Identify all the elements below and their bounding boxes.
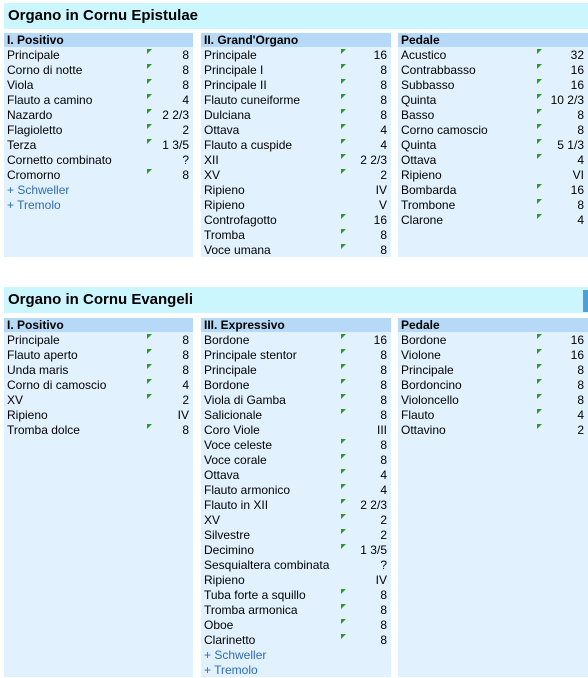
stop-cromorno[interactable] [4, 168, 193, 183]
stop-pitch: 8 [380, 63, 387, 77]
corner-flag-icon [341, 109, 346, 114]
stop-subbasso[interactable] [398, 78, 588, 93]
division-header: III. Expressivo [201, 318, 391, 332]
stop-name: Principale [204, 363, 257, 377]
stop-name: Ripieno [401, 168, 442, 182]
stop-name: Corno di camoscio [7, 378, 107, 392]
stop-pitch: 8 [380, 378, 387, 392]
stop-quinta[interactable] [398, 138, 588, 153]
stop-basso[interactable] [398, 108, 588, 123]
corner-flag-icon [537, 109, 542, 114]
corner-flag-icon [537, 424, 542, 429]
stop-name: Nazardo [7, 108, 53, 122]
corner-flag-icon [341, 589, 346, 594]
stop-ottavino[interactable] [398, 423, 588, 438]
stop-xv[interactable] [201, 168, 391, 183]
stop-name: Oboe [204, 618, 234, 632]
stop-bombarda[interactable] [398, 183, 588, 198]
stop-dulciana[interactable] [201, 108, 391, 123]
stop-flauto-armonico[interactable] [201, 483, 391, 498]
corner-flag-icon [341, 454, 346, 459]
stop-pitch: 8 [577, 363, 584, 377]
corner-flag-icon [341, 214, 346, 219]
corner-flag-icon [537, 409, 542, 414]
corner-flag-icon [341, 409, 346, 414]
stop-pitch: 8 [577, 108, 584, 122]
corner-flag-icon [537, 154, 542, 159]
stop-pitch: 2 2/3 [360, 153, 387, 167]
stop-pitch: 4 [577, 153, 584, 167]
stop-pitch: 8 [380, 243, 387, 257]
corner-flag-icon [341, 334, 346, 339]
stop-pitch: 4 [380, 483, 387, 497]
stop-corno-di-notte[interactable] [4, 63, 193, 78]
corner-flag-icon [341, 229, 346, 234]
stop-pitch: 8 [182, 48, 189, 62]
corner-flag-icon [341, 634, 346, 639]
stop-name: Ripieno [204, 198, 245, 212]
stop-ripieno[interactable] [201, 573, 391, 588]
stop-pitch: 2 [380, 513, 387, 527]
stop-tuba-forte-a-squillo[interactable] [201, 588, 391, 603]
stop-name: XV [204, 168, 221, 182]
corner-flag-icon [341, 169, 346, 174]
stop-name: Decimino [204, 543, 255, 557]
corner-flag-icon [537, 394, 542, 399]
stop-viola[interactable] [4, 78, 193, 93]
stop-pitch: 8 [577, 123, 584, 137]
corner-flag-icon [147, 109, 152, 114]
corner-flag-icon [341, 469, 346, 474]
stop-pitch: 16 [570, 333, 584, 347]
corner-flag-icon [341, 499, 346, 504]
stop-ottava[interactable] [201, 468, 391, 483]
stop-oboe[interactable] [201, 618, 391, 633]
stop-name: Subbasso [401, 78, 455, 92]
stop-name: Coro Viole [204, 423, 260, 437]
corner-flag-icon [537, 79, 542, 84]
stop-violone[interactable] [398, 348, 588, 363]
corner-flag-icon [537, 184, 542, 189]
stop-tromba[interactable] [201, 228, 391, 243]
corner-flag-icon [147, 424, 152, 429]
division-positivo-epistulae [4, 33, 193, 257]
stop-pitch: 16 [570, 183, 584, 197]
stop-principale-i[interactable] [201, 63, 391, 78]
corner-flag-icon [341, 439, 346, 444]
organ-title-text: Organo in Cornu Epistulae [8, 7, 199, 24]
stop-pitch: ? [380, 558, 387, 572]
corner-flag-icon [341, 244, 346, 249]
division-pedale-epistulae [398, 33, 588, 257]
stop-name: Controfagotto [204, 213, 277, 227]
corner-flag-icon [147, 79, 152, 84]
stop-name: Quinta [401, 138, 437, 152]
stop-name: Corno di notte [7, 63, 83, 77]
division-pedale-evangeli [398, 318, 588, 677]
stop-name: Flauto aperto [7, 348, 78, 362]
stop-pitch: 8 [380, 438, 387, 452]
stop-name: Principale [401, 363, 454, 377]
stop-tromba-dolce[interactable] [4, 423, 193, 438]
stop-pitch: 10 2/3 [550, 93, 584, 107]
stop-pitch: V [378, 198, 387, 212]
stop-pitch: 8 [380, 363, 387, 377]
stop-pitch: 8 [182, 168, 189, 182]
corner-flag-icon [147, 394, 152, 399]
stop-name: Tromba armonica [204, 603, 298, 617]
stop-quinta[interactable] [398, 93, 588, 108]
organ-title-text: Organo in Cornu Evangeli [8, 291, 194, 308]
stop-decimino[interactable] [201, 543, 391, 558]
stop-viola-di-gamba[interactable] [201, 393, 391, 408]
corner-flag-icon [147, 364, 152, 369]
corner-flag-icon [341, 64, 346, 69]
stop-name: Flauto [401, 408, 435, 422]
stop-pitch: 2 2/3 [360, 498, 387, 512]
stop-name: Bordone [204, 378, 250, 392]
stop-pitch: VI [572, 168, 584, 182]
stop-acustico[interactable] [398, 48, 588, 63]
stop-name: Tromba [204, 228, 245, 242]
stop-pitch: 8 [182, 348, 189, 362]
stop-name: Flauto armonico [204, 483, 291, 497]
stop-pitch: 2 [182, 123, 189, 137]
stop-name: XII [204, 153, 219, 167]
stop-pitch: 8 [380, 408, 387, 422]
division-header: I. Positivo [4, 33, 193, 47]
corner-flag-icon [537, 349, 542, 354]
corner-flag-icon [147, 64, 152, 69]
stop-pitch: 32 [570, 48, 584, 62]
stop-name: Principale [7, 333, 60, 347]
corner-flag-icon [341, 379, 346, 384]
stop-voce-umana[interactable] [201, 243, 391, 258]
stop-pitch: 8 [380, 93, 387, 107]
stop-pitch: III [376, 423, 387, 437]
stop-salicionale[interactable] [201, 408, 391, 423]
corner-flag-icon [537, 334, 542, 339]
stop-pitch: 8 [577, 393, 584, 407]
stop-pitch: 8 [380, 78, 387, 92]
stop-name: Flauto in XII [204, 498, 269, 512]
stop-pitch: 8 [380, 348, 387, 362]
corner-flag-icon [537, 139, 542, 144]
stop-pitch: 8 [380, 108, 387, 122]
stop-pitch: 2 [182, 393, 189, 407]
stop-name: Ripieno [204, 183, 245, 197]
stop-principale[interactable] [201, 48, 391, 63]
stop-violoncello[interactable] [398, 393, 588, 408]
stop-ottava[interactable] [201, 123, 391, 138]
stop-name: Voce umana [204, 243, 271, 257]
organ-title-epistulae [4, 3, 588, 29]
stop-name: Quinta [401, 93, 437, 107]
stop-pitch: 8 [182, 63, 189, 77]
stop-ottava[interactable] [398, 153, 588, 168]
stop-pitch: 8 [380, 633, 387, 647]
stop-pitch: 8 [380, 588, 387, 602]
stop-unda-maris[interactable] [4, 363, 193, 378]
stop-name: Ottavino [401, 423, 446, 437]
stop-name: Ripieno [7, 408, 48, 422]
stop-principale[interactable] [4, 48, 193, 63]
stop-clarone[interactable] [398, 213, 588, 228]
stop-pitch: 5 1/3 [557, 138, 584, 152]
stop-pitch: 4 [182, 378, 189, 392]
stop-pitch: 8 [380, 603, 387, 617]
stop-name: Violone [401, 348, 441, 362]
corner-flag-icon [147, 379, 152, 384]
corner-flag-icon [341, 364, 346, 369]
corner-flag-icon [341, 49, 346, 54]
stop-sesquialtera-combinata[interactable] [201, 558, 391, 573]
stop-pitch: 8 [577, 198, 584, 212]
division-header: Pedale [398, 33, 588, 47]
stop-pitch: ? [182, 153, 189, 167]
corner-flag-icon [341, 94, 346, 99]
stop-pitch: 4 [577, 408, 584, 422]
stop-principale-ii[interactable] [201, 78, 391, 93]
corner-flag-icon [537, 94, 542, 99]
stop-flauto-a-camino[interactable] [4, 93, 193, 108]
stop-name: Principale stentor [204, 348, 297, 362]
stop-cornetto-combinato[interactable] [4, 153, 193, 168]
stop-name: Ottava [204, 123, 240, 137]
stop-bordone[interactable] [398, 333, 588, 348]
stop-pitch: 1 3/5 [162, 138, 189, 152]
stop-name: Acustico [401, 48, 447, 62]
stop-name: Bordone [401, 333, 447, 347]
stop-principale[interactable] [398, 363, 588, 378]
stop-name: Trombone [401, 198, 456, 212]
stop-pitch: 16 [570, 348, 584, 362]
corner-flag-icon [341, 79, 346, 84]
stop-pitch: 4 [577, 213, 584, 227]
stop-name: Ripieno [204, 573, 245, 587]
stop-pitch: 2 [380, 528, 387, 542]
coupler-schweller-link[interactable]: + Schweller [7, 183, 70, 197]
stop-bordone[interactable] [201, 333, 391, 348]
stop-name: XV [204, 513, 221, 527]
stop-name: XV [7, 393, 24, 407]
stop-pitch: 8 [182, 423, 189, 437]
stop-corno-di-camoscio[interactable] [4, 378, 193, 393]
stop-pitch: 4 [182, 93, 189, 107]
stop-name: Terza [7, 138, 37, 152]
stop-name: Bombarda [401, 183, 457, 197]
stop-pitch: 8 [380, 453, 387, 467]
organ-title-evangeli [4, 287, 588, 313]
stop-name: Corno camoscio [401, 123, 488, 137]
corner-flag-icon [537, 49, 542, 54]
stop-name: Violoncello [401, 393, 459, 407]
stop-ripieno[interactable] [4, 408, 193, 423]
stop-pitch: 8 [182, 363, 189, 377]
stop-name: Viola di Gamba [204, 393, 286, 407]
corner-flag-icon [147, 139, 152, 144]
corner-flag-icon [537, 199, 542, 204]
stop-name: Tuba forte a squillo [204, 588, 306, 602]
corner-flag-icon [341, 154, 346, 159]
stop-corno-camoscio[interactable] [398, 123, 588, 138]
corner-flag-icon [537, 214, 542, 219]
stop-name: Contrabbasso [401, 63, 476, 77]
division-header: Pedale [398, 318, 588, 332]
stop-trombone[interactable] [398, 198, 588, 213]
stop-bordoncino[interactable] [398, 378, 588, 393]
stop-ripieno[interactable] [201, 198, 391, 213]
stop-pitch: 4 [380, 468, 387, 482]
stop-coro-viole[interactable] [201, 423, 391, 438]
stop-voce-celeste[interactable] [201, 438, 391, 453]
stop-name: Cromorno [7, 168, 61, 182]
stop-name: Principale [7, 48, 60, 62]
stop-pitch: 8 [380, 393, 387, 407]
stop-pitch: 16 [570, 63, 584, 77]
stop-name: Clarinetto [204, 633, 256, 647]
stop-pitch: IV [375, 573, 387, 587]
division-grand-organo [201, 33, 391, 257]
coupler-schweller-link[interactable]: + Schweller [204, 648, 267, 662]
stop-name: Viola [7, 78, 34, 92]
stop-silvestre[interactable] [201, 528, 391, 543]
stop-flagioletto[interactable] [4, 123, 193, 138]
stop-pitch: 8 [182, 333, 189, 347]
corner-flag-icon [341, 544, 346, 549]
division-header: II. Grand'Organo [201, 33, 391, 47]
stop-principale[interactable] [201, 363, 391, 378]
stop-name: Bordone [204, 333, 250, 347]
stop-name: Flagioletto [7, 123, 63, 137]
stop-principale[interactable] [4, 333, 193, 348]
stop-name: Flauto cuneiforme [204, 93, 301, 107]
stop-pitch: 16 [373, 213, 387, 227]
corner-flag-icon [147, 169, 152, 174]
corner-flag-icon [341, 529, 346, 534]
division-expressivo [201, 318, 391, 677]
stop-flauto-a-cuspide[interactable] [201, 138, 391, 153]
stop-clarinetto[interactable] [201, 633, 391, 648]
stop-controfagotto[interactable] [201, 213, 391, 228]
corner-flag-icon [341, 124, 346, 129]
stop-name: Ottava [204, 468, 240, 482]
corner-flag-icon [147, 124, 152, 129]
stop-contrabbasso[interactable] [398, 63, 588, 78]
division-header: I. Positivo [4, 318, 193, 332]
stop-ripieno[interactable] [398, 168, 588, 183]
stop-pitch: 8 [182, 78, 189, 92]
stop-bordone[interactable] [201, 378, 391, 393]
stop-name: Flauto a camino [7, 93, 93, 107]
stop-name: Principale I [204, 63, 264, 77]
corner-flag-icon [147, 49, 152, 54]
division-positivo-evangeli [4, 318, 193, 677]
stop-pitch: 8 [577, 378, 584, 392]
stop-principale-stentor[interactable] [201, 348, 391, 363]
corner-flag-icon [537, 379, 542, 384]
corner-flag-icon [341, 349, 346, 354]
stop-flauto-in-xii[interactable] [201, 498, 391, 513]
stop-flauto[interactable] [398, 408, 588, 423]
stop-flauto-aperto[interactable] [4, 348, 193, 363]
scroll-marker [583, 290, 588, 312]
stop-name: Salicionale [204, 408, 263, 422]
stop-name: Voce corale [204, 453, 267, 467]
stop-pitch: 4 [380, 138, 387, 152]
corner-flag-icon [341, 514, 346, 519]
stop-name: Dulciana [204, 108, 251, 122]
stop-pitch: 16 [373, 333, 387, 347]
stop-pitch: 2 [380, 168, 387, 182]
coupler-tremolo-link[interactable]: + Tremolo [204, 663, 258, 677]
corner-flag-icon [147, 349, 152, 354]
stop-pitch: 4 [380, 123, 387, 137]
corner-flag-icon [341, 619, 346, 624]
stop-xv[interactable] [4, 393, 193, 408]
stop-tromba-armonica[interactable] [201, 603, 391, 618]
stop-name: Tromba dolce [7, 423, 80, 437]
stop-voce-corale[interactable] [201, 453, 391, 468]
stop-name: Clarone [401, 213, 444, 227]
stop-nazardo[interactable] [4, 108, 193, 123]
stop-name: Cornetto combinato [7, 153, 112, 167]
corner-flag-icon [537, 124, 542, 129]
corner-flag-icon [537, 64, 542, 69]
stop-name: Principale II [204, 78, 267, 92]
stop-ripieno[interactable] [201, 183, 391, 198]
stop-pitch: 2 2/3 [162, 108, 189, 122]
corner-flag-icon [147, 94, 152, 99]
stop-pitch: 2 [577, 423, 584, 437]
corner-flag-icon [341, 139, 346, 144]
corner-flag-icon [341, 394, 346, 399]
stop-pitch: 1 3/5 [360, 543, 387, 557]
stop-name: Principale [204, 48, 257, 62]
stop-terza[interactable] [4, 138, 193, 153]
corner-flag-icon [147, 334, 152, 339]
stop-name: Flauto a cuspide [204, 138, 293, 152]
stop-pitch: 8 [380, 228, 387, 242]
corner-flag-icon [537, 364, 542, 369]
stop-pitch: IV [177, 408, 189, 422]
stop-flauto-cuneiforme[interactable] [201, 93, 391, 108]
stop-name: Ottava [401, 153, 437, 167]
stop-pitch: 16 [570, 78, 584, 92]
stop-xv[interactable] [201, 513, 391, 528]
stop-xii[interactable] [201, 153, 391, 168]
corner-flag-icon [341, 484, 346, 489]
stop-name: Unda maris [7, 363, 69, 377]
stop-pitch: 8 [380, 618, 387, 632]
stop-name: Basso [401, 108, 435, 122]
stop-name: Silvestre [204, 528, 251, 542]
corner-flag-icon [341, 604, 346, 609]
stop-pitch: IV [375, 183, 387, 197]
stop-name: Sesquialtera combinata [204, 558, 330, 572]
stop-pitch: 16 [373, 48, 387, 62]
stop-name: Voce celeste [204, 438, 273, 452]
coupler-tremolo-link[interactable]: + Tremolo [7, 198, 61, 212]
stop-name: Bordoncino [401, 378, 462, 392]
